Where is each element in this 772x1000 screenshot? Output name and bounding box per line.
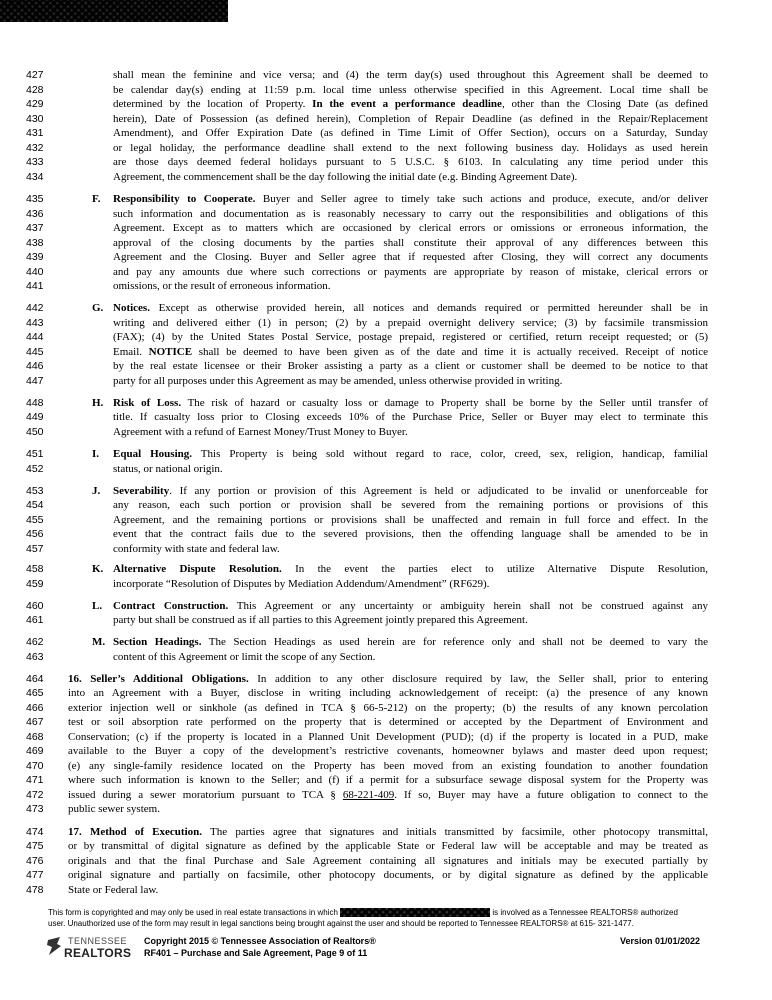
clause-text: This Agreement or any uncertainty or ambiguity herein shall not be construed against any: [236, 600, 708, 612]
line-text: [113, 170, 708, 184]
line-number: 454: [26, 499, 44, 511]
line-text: [113, 462, 708, 476]
text-line: [0, 744, 772, 758]
line-text: [68, 868, 708, 882]
clause-label: L.: [92, 600, 103, 612]
clause-text: or by transmittal of digital signature as defined by the applicable State or Federal law will be acceptable and may be treated as: [68, 840, 708, 852]
line-number: 459: [26, 578, 44, 590]
notice-text-a: This form is copyrighted and may only be used in real estate transactions in which: [48, 908, 338, 917]
clause-text: event that the contract fails due to the severed provisions, then the offending language shall be amended to be in: [113, 528, 708, 540]
line-number: 430: [26, 113, 44, 125]
clause-text: exterior injection well or sinkhole (as defined in TCA § 66-5-212) on the property; (b) the results of any known percolation: [68, 702, 708, 714]
line-text: [113, 112, 708, 126]
line-number: 455: [26, 514, 44, 526]
line-text: [113, 279, 708, 293]
text-line: [0, 396, 772, 410]
text-line: [0, 141, 772, 155]
line-text: [113, 126, 708, 140]
line-text: [113, 447, 708, 461]
line-text: [113, 577, 708, 591]
clause-text: Agreement. Except as to matters which are occasioned by clerical errors or omissions or erroneous information, the: [113, 222, 708, 234]
clause-text: Agreement, and the remaining portions or provisions shall be unaffected and remain in full force and effect. In the: [113, 514, 708, 526]
line-number: 472: [26, 789, 44, 801]
line-text: [68, 701, 708, 715]
line-number: 432: [26, 142, 44, 154]
text-line: [0, 279, 772, 293]
text-line: [0, 155, 772, 169]
line-text: [68, 802, 708, 816]
text-line: [0, 265, 772, 279]
text-line: [0, 715, 772, 729]
line-text: [68, 686, 708, 700]
clause-text: In the event the parties elect to utilize Alternative Dispute Resolution,: [295, 563, 708, 575]
text-line: [0, 410, 772, 424]
clause-text: title. If casualty loss prior to Closing exceeds 10% of the Purchase Price, Seller or Buyer may elect to terminate this: [113, 411, 708, 423]
line-number: 442: [26, 302, 44, 314]
clause-text: Email. NOTICE shall be deemed to have been given as of the date and time it is actually received. Receipt of notice: [113, 346, 708, 358]
text-line: [0, 301, 772, 315]
line-number: 438: [26, 237, 44, 249]
text-line: [0, 773, 772, 787]
text-line: [0, 221, 772, 235]
line-text: [68, 730, 708, 744]
line-text: [113, 316, 708, 330]
line-text: [113, 265, 708, 279]
line-number: 468: [26, 731, 44, 743]
text-line: [0, 562, 772, 576]
clause-heading: Section Headings.: [113, 636, 202, 648]
line-number: 478: [26, 884, 44, 896]
line-number: 434: [26, 171, 44, 183]
clause-text: party for all purposes under this Agreement as may be amended, unless otherwise provided in writing.: [113, 375, 563, 387]
clause-text: The parties agree that signatures and initials transmitted by facsimile, other photocopy transmittal,: [210, 826, 708, 838]
line-text: [113, 83, 708, 97]
clause-text: originals and that the final Purchase and Sale Agreement containing all signatures and initials may be executed partially by: [68, 855, 708, 867]
text-line: [0, 462, 772, 476]
line-number: 436: [26, 208, 44, 220]
clause-label: M.: [92, 636, 106, 648]
line-number: 439: [26, 251, 44, 263]
line-text: [113, 599, 708, 613]
clause-text: Agreement with a refund of Earnest Money/Trust Money to Buyer.: [113, 426, 408, 438]
line-text: [68, 839, 708, 853]
line-text: [68, 854, 708, 868]
line-number: 431: [26, 127, 44, 139]
line-text: [113, 236, 708, 250]
clause-heading: Severability: [113, 485, 170, 497]
line-number: 467: [26, 716, 44, 728]
line-number: 437: [26, 222, 44, 234]
text-line: [0, 599, 772, 613]
line-number: 449: [26, 411, 44, 423]
line-number: 471: [26, 774, 44, 786]
line-text: [113, 250, 708, 264]
notice-text-b: is involved as a Tennessee REALTORS® authorized: [492, 908, 678, 917]
line-number: 427: [26, 69, 44, 81]
line-number: 465: [26, 687, 44, 699]
clause-heading: Notices.: [113, 302, 150, 314]
text-line: [0, 868, 772, 882]
line-number: 445: [26, 346, 44, 358]
clause-text: Amendment), and Offer Expiration Date (as defined in Time Limit of Offer Section), occurs on a Saturday, Sunday: [113, 127, 708, 139]
logo-text-bottom: REALTORS: [64, 946, 132, 960]
tennessee-realtors-logo: [46, 936, 132, 960]
text-line: [0, 97, 772, 111]
line-text: [113, 484, 708, 498]
line-text: [113, 207, 708, 221]
text-line: [0, 513, 772, 527]
line-text: [68, 715, 708, 729]
line-text: [68, 773, 708, 787]
line-number: 447: [26, 375, 44, 387]
clause-text: omissions, or the result of erroneous information.: [113, 280, 331, 292]
text-line: [0, 854, 772, 868]
line-number: 473: [26, 803, 44, 815]
clause-text: . If any portion or provision of this Agreement is held or adjudicated to be invalid or unenforceable for: [169, 485, 708, 497]
clause-heading: Responsibility to Cooperate.: [113, 193, 256, 205]
line-number: 451: [26, 448, 44, 460]
clause-label: I.: [92, 448, 100, 460]
copyright-notice-line2: user. Unauthorized use of the form may result in legal sanctions being brought against the user and should be reported to Tennessee REALTORS® at 615- 321-1477.: [48, 919, 634, 928]
text-line: [0, 613, 772, 627]
text-line: [0, 672, 772, 686]
clause-text: Except as otherwise provided herein, all notices and demands required or permitted hereunder shall be in: [158, 302, 708, 314]
line-number: 461: [26, 614, 44, 626]
line-text: [113, 542, 708, 556]
clause-label: F.: [92, 193, 101, 205]
text-line: [0, 374, 772, 388]
line-text: [113, 359, 708, 373]
line-number: 475: [26, 840, 44, 852]
line-number: 435: [26, 193, 44, 205]
line-text: [113, 562, 708, 576]
text-line: [0, 802, 772, 816]
clause-label: J.: [92, 485, 101, 497]
clause-text: shall mean the feminine and vice versa; and (4) the term day(s) used throughout this Agreement shall be deemed to: [113, 69, 708, 81]
line-text: [113, 635, 708, 649]
copyright-line: Copyright 2015 © Tennessee Association of Realtors®: [144, 936, 376, 946]
text-line: [0, 825, 772, 839]
line-text: [113, 613, 708, 627]
clause-text: (e) any single-family residence located on the Property has been moved from an existing foundation to another foundation: [68, 760, 708, 772]
line-number: 428: [26, 84, 44, 96]
line-number: 450: [26, 426, 44, 438]
line-text: [113, 513, 708, 527]
clause-text: are those days deemed federal holidays pursuant to 5 U.S.C. § 6103. In calculating any time period under this: [113, 156, 708, 168]
line-text: [113, 141, 708, 155]
clause-text: writing and delivered either (1) in person; (2) by a prepaid overnight delivery service; (3) by facsimile transmission: [113, 317, 708, 329]
line-text: [113, 498, 708, 512]
text-line: [0, 577, 772, 591]
line-number: 429: [26, 98, 44, 110]
text-line: [0, 730, 772, 744]
clause-text: In addition to any other disclosure required by law, the Seller shall, prior to entering: [257, 673, 708, 685]
clause-text: Conservation; (c) if the property is located in a Planned Unit Development (PUD); (d) if the property is located in a PUD, make: [68, 731, 708, 743]
text-line: [0, 527, 772, 541]
line-text: [113, 345, 708, 359]
line-text: [68, 744, 708, 758]
clause-label: H.: [92, 397, 104, 409]
text-line: [0, 207, 772, 221]
clause-text: test or soil absorption rate performed on the property that is determined or accepted by the Department of Environment and: [68, 716, 708, 728]
clause-heading: Contract Construction.: [113, 600, 229, 612]
clause-text: This Property is being sold without regard to race, color, creed, sex, religion, handicap, familial: [200, 448, 708, 460]
line-text: [113, 410, 708, 424]
line-number: 448: [26, 397, 44, 409]
line-number: 444: [26, 331, 44, 343]
line-number: 443: [26, 317, 44, 329]
clause-text: status, or national origin.: [113, 463, 223, 475]
line-number: 463: [26, 651, 44, 663]
line-text: [68, 825, 708, 839]
clause-text: original signature and partially on facsimile, other photocopy documents, or by digital signature as defined by the applicable: [68, 869, 708, 881]
clause-heading: Risk of Loss.: [113, 397, 182, 409]
clause-text: be calendar day(s) ending at 11:59 p.m. local time unless otherwise specified in this Agreement. Local time shall be: [113, 84, 708, 96]
logo-text-top: TENNESSEE: [68, 936, 128, 946]
text-line: [0, 330, 772, 344]
clause-text: where such information is known to the Seller; and (f) if a permit for a subsurface sewage disposal system for the Property was: [68, 774, 708, 786]
line-text: [68, 883, 708, 897]
clause-label: K.: [92, 563, 104, 575]
text-line: [0, 236, 772, 250]
text-line: [0, 83, 772, 97]
line-text: [113, 155, 708, 169]
line-number: 464: [26, 673, 44, 685]
line-text: [113, 97, 708, 111]
clause-heading: 17. Method of Execution.: [68, 826, 202, 838]
text-line: [0, 650, 772, 664]
line-text: [113, 221, 708, 235]
clause-text: public sewer system.: [68, 803, 160, 815]
line-number: 469: [26, 745, 44, 757]
clause-text: available to the Buyer a copy of the development’s restrictive covenants, homeowner bylaws and master deed upon request;: [68, 745, 708, 757]
line-number: 458: [26, 563, 44, 575]
line-number: 462: [26, 636, 44, 648]
line-text: [68, 672, 708, 686]
text-line: [0, 788, 772, 802]
clause-text: issued during a sewer moratorium pursuant to TCA § 68-221-409. If so, Buyer may have a future obligation to connect to the: [68, 789, 708, 801]
redaction-block: [0, 0, 228, 22]
line-text: [113, 650, 708, 664]
copyright-notice-line1: [48, 908, 678, 918]
line-number: 474: [26, 826, 44, 838]
line-number: 441: [26, 280, 44, 292]
text-line: [0, 635, 772, 649]
clause-heading: Alternative Dispute Resolution.: [113, 563, 282, 575]
clause-text: approval of the closing documents by the parties shall constitute their approval of any differences between this: [113, 237, 708, 249]
line-text: [68, 788, 708, 802]
line-text: [113, 425, 708, 439]
text-line: [0, 701, 772, 715]
text-line: [0, 126, 772, 140]
line-text: [113, 396, 708, 410]
clause-text: by the real estate licensee or their Broker assisting a party as a client or customer shall be deemed to be notice to that: [113, 360, 708, 372]
clause-label: G.: [92, 302, 104, 314]
clause-text: The Section Headings as used herein are for reference only and shall not be deemed to vary the: [208, 636, 708, 648]
text-line: [0, 484, 772, 498]
clause-text: party but shall be construed as if all parties to this Agreement jointly prepared this Agreement.: [113, 614, 528, 626]
clause-text: and pay any amounts due where such corrections or payments are appropriate by reason of mistake, clerical errors or: [113, 266, 708, 278]
line-number: 452: [26, 463, 44, 475]
line-number: 440: [26, 266, 44, 278]
text-line: [0, 68, 772, 82]
line-number: 470: [26, 760, 44, 772]
clause-text: Buyer and Seller agree to timely take such actions and produce, execute, and/or deliver: [262, 193, 708, 205]
clause-text: (FAX); (4) by the United States Postal Service, postage prepaid, registered or certified, return receipt requested; or (5): [113, 331, 708, 343]
clause-heading: 16. Seller’s Additional Obligations.: [68, 673, 249, 685]
line-number: 466: [26, 702, 44, 714]
text-line: [0, 170, 772, 184]
line-text: [113, 374, 708, 388]
clause-text: or legal holiday, the performance deadline shall extend to the next following business day. Holidays as used herein: [113, 142, 708, 154]
clause-text: incorporate “Resolution of Disputes by Mediation Addendum/Amendment” (RF629).: [113, 578, 490, 590]
text-line: [0, 316, 772, 330]
text-line: [0, 345, 772, 359]
line-number: 456: [26, 528, 44, 540]
text-line: [0, 112, 772, 126]
line-number: 477: [26, 869, 44, 881]
line-text: [113, 68, 708, 82]
line-number: 453: [26, 485, 44, 497]
text-line: [0, 192, 772, 206]
text-line: [0, 542, 772, 556]
line-text: [68, 759, 708, 773]
text-line: [0, 425, 772, 439]
line-number: 457: [26, 543, 44, 555]
clause-text: determined by the location of Property. In the event a performance deadline, other than the Closing Date (as defined: [113, 98, 708, 110]
clause-text: Agreement and the Closing. Buyer and Seller agree that if requested after Closing, they will correct any documents: [113, 251, 708, 263]
clause-text: any reason, each such portion or provision shall be severed from the remaining portions or provisions of this: [113, 499, 708, 511]
clause-text: Agreement, the commencement shall be the day following the initial date (e.g. Binding Agreement Date).: [113, 171, 578, 183]
text-line: [0, 250, 772, 264]
redaction-block: [340, 908, 490, 917]
clause-text: The risk of hazard or casualty loss or damage to Property shall be borne by the Seller until transfer of: [187, 397, 708, 409]
line-text: [113, 527, 708, 541]
clause-text: into an Agreement with a Buyer, disclose in writing including acknowledgement of receipt: (a) the presence of any known: [68, 687, 708, 699]
text-line: [0, 359, 772, 373]
line-text: [113, 330, 708, 344]
text-line: [0, 447, 772, 461]
line-number: 433: [26, 156, 44, 168]
version-label: Version 01/01/2022: [620, 936, 701, 946]
clause-text: such information and documentation as is reasonably necessary to carry out the responsibilities and obligations of this: [113, 208, 708, 220]
clause-text: herein), Date of Possession (as defined herein), Completion of Repair Deadline (as defined in the Repair/Replacement: [113, 113, 708, 125]
clause-text: State or Federal law.: [68, 884, 159, 896]
clause-text: conformity with state and federal law.: [113, 543, 280, 555]
text-line: [0, 839, 772, 853]
clause-text: content of this Agreement or limit the scope of any Section.: [113, 651, 376, 663]
line-text: [113, 301, 708, 315]
line-number: 460: [26, 600, 44, 612]
text-line: [0, 686, 772, 700]
text-line: [0, 759, 772, 773]
line-number: 476: [26, 855, 44, 867]
line-number: 446: [26, 360, 44, 372]
line-text: [113, 192, 708, 206]
text-line: [0, 883, 772, 897]
clause-heading: Equal Housing.: [113, 448, 192, 460]
form-title: RF401 – Purchase and Sale Agreement, Page 9 of 11: [144, 948, 368, 958]
text-line: [0, 498, 772, 512]
logo-mark-icon: [46, 936, 62, 956]
